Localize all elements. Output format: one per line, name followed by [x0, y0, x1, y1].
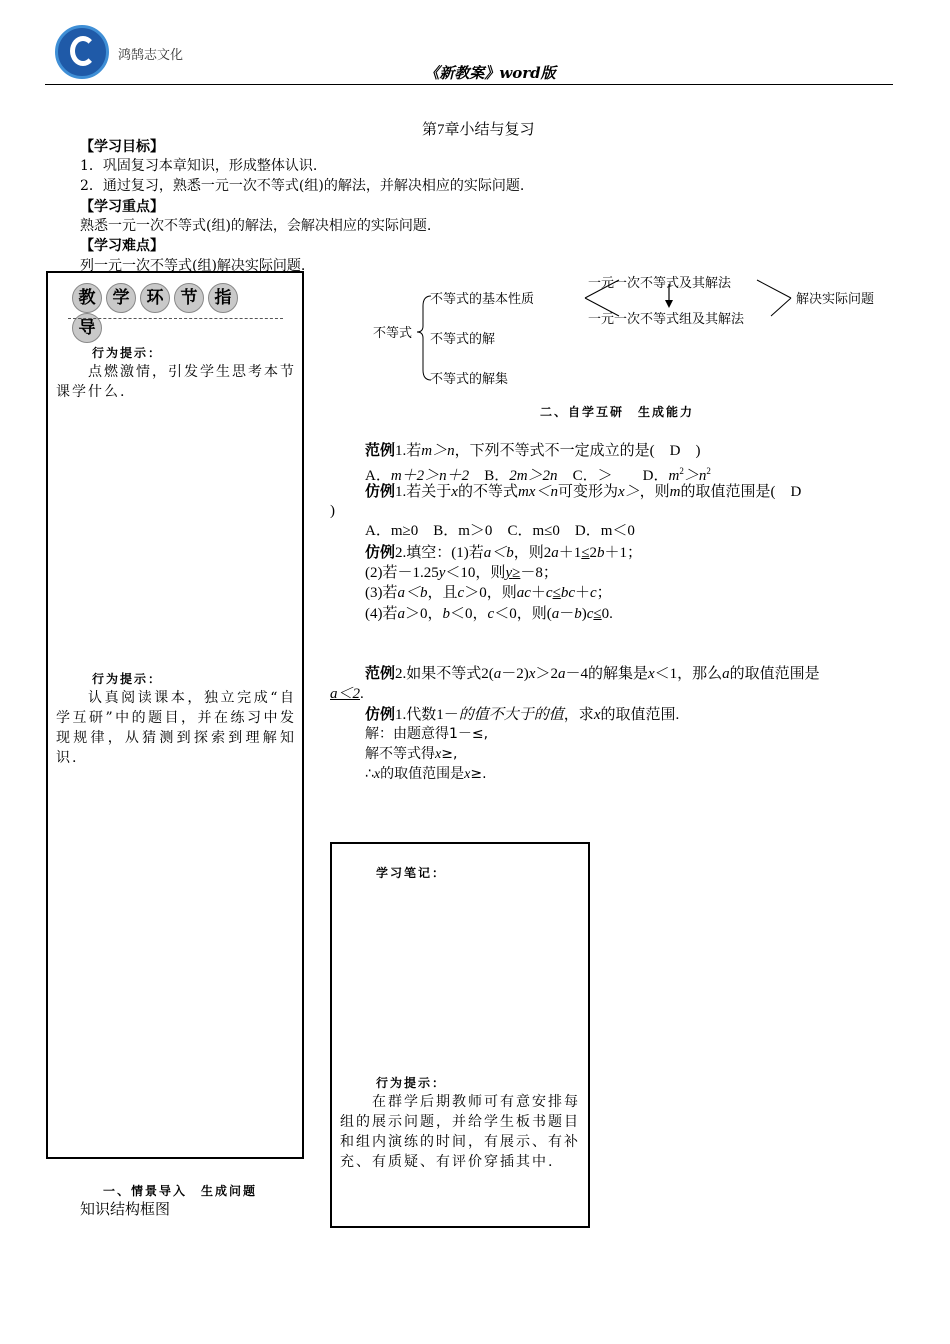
math: a — [551, 545, 559, 561]
math: x — [593, 707, 601, 723]
practice2-line-2 — [365, 564, 558, 583]
notes-hint-text: 在群学后期教师可有意安排每组的展示问题，并给学生板书题目和组内演练的时间，有展示、有补充、有质疑、有评价穿插其中. — [340, 1094, 580, 1170]
text: 解不等式得 — [365, 746, 435, 762]
hint2-label: 行为提示： — [92, 672, 163, 686]
math: c — [590, 585, 597, 601]
text: ＋1； — [604, 545, 643, 561]
option-d: ＞n — [683, 468, 707, 484]
math: a — [722, 666, 730, 682]
text: 的取值范围是 — [380, 766, 465, 782]
header-title: 《新教案》word版 — [424, 64, 556, 82]
text: (2)若－1.25 — [365, 565, 439, 581]
practice2-line-3 — [365, 584, 612, 603]
text: 的取值范围. — [600, 707, 680, 723]
superscript: 2 — [679, 466, 684, 476]
option-c: C．m≤0 — [507, 523, 560, 539]
option-label: C． — [572, 468, 598, 484]
text: 2.填空：(1)若 — [395, 545, 484, 561]
text: ＋1 — [558, 545, 582, 561]
text: 2 — [589, 545, 598, 561]
math: a＜b — [483, 545, 514, 561]
math: m＞n — [421, 443, 455, 459]
math: c — [457, 585, 465, 601]
result-connector — [757, 280, 791, 316]
math: x — [373, 767, 381, 782]
banner-char: 指 — [208, 283, 238, 313]
text: 0. — [601, 606, 613, 622]
diagram-result: 解决实际问题 — [796, 292, 875, 307]
text: 1.若 — [395, 443, 422, 459]
text: (4)若 — [365, 606, 398, 622]
practice2-line-4 — [365, 605, 613, 624]
practice3-solution-1: 解：由题意得1－≤, — [365, 726, 489, 742]
math: a — [397, 606, 405, 622]
option-c: ＞ — [597, 468, 613, 484]
text: ＜1，那么 — [654, 666, 723, 682]
math: b — [597, 545, 605, 561]
math: ac — [516, 585, 531, 601]
text: 1.代数1－ — [395, 707, 459, 723]
text: － — [559, 606, 575, 622]
math: a — [493, 666, 502, 682]
objectives-heading: 【学习目标】 — [80, 139, 164, 155]
answer: y — [505, 565, 513, 581]
option-label: D． — [642, 468, 669, 484]
practice3-solution-2 — [365, 745, 457, 764]
banner-char: 导 — [72, 313, 102, 343]
math: x — [647, 666, 655, 682]
text: 1.若关于 — [395, 484, 452, 500]
text: ＞0， — [405, 606, 443, 622]
option-label: B． — [484, 468, 510, 484]
section2-heading: 二、自学互研 生成能力 — [540, 405, 695, 419]
math: x — [435, 747, 442, 762]
text: ) — [581, 606, 587, 622]
text: －2) — [501, 666, 529, 682]
answer: ≤ — [552, 585, 561, 601]
notes-hint-label: 行为提示： — [376, 1076, 447, 1090]
math: x — [528, 666, 536, 682]
option-a: m＋2＞n＋2 — [390, 468, 470, 484]
text: ＜0， — [450, 606, 488, 622]
practice1-question — [365, 482, 801, 502]
text: ，则2 — [513, 545, 552, 561]
hint2-text: 认真阅读课本，独立完成“自学互研”中的题目，并在练习中发现规律，从猜测到探索到理解知识. — [56, 690, 296, 766]
chapter-title: 第7章小结与复习 — [422, 122, 535, 138]
example2-answer — [330, 685, 364, 704]
text: ＋ — [530, 585, 546, 601]
superscript: 2 — [706, 466, 711, 476]
text: －4的解集是 — [565, 666, 648, 682]
text: 2.如果不等式2( — [395, 666, 494, 682]
text: 的取值范围是( D — [680, 484, 802, 500]
text: . — [360, 686, 364, 702]
diagram-sub-1: 一元一次不等式及其解法 — [588, 276, 732, 291]
diagram-branch-3: 不等式的解集 — [430, 372, 509, 387]
banner-char: 教 — [72, 283, 102, 313]
section1-heading: 一、情景导入 生成问题 — [103, 1184, 258, 1198]
key-points-text: 熟悉一元一次不等式(组)的解法，会解决相应的实际问题. — [80, 218, 432, 234]
example1-question — [365, 441, 700, 461]
diagram-sub-2: 一元一次不等式组及其解法 — [588, 312, 745, 327]
example-label: 范例 — [365, 441, 396, 459]
math: 的值不大于的值 — [458, 707, 564, 723]
option-a: A．m≥0 — [365, 523, 419, 539]
text: ，且 — [427, 585, 458, 601]
text: ，求 — [563, 707, 594, 723]
math: y — [438, 565, 446, 581]
math: c — [586, 606, 594, 622]
math: x＞ — [617, 484, 640, 500]
header-rule — [45, 84, 893, 85]
option-b: 2m＞2n — [509, 468, 558, 484]
root-brace — [417, 296, 431, 380]
option-d: D．m＜0 — [574, 523, 635, 539]
math: c — [545, 585, 553, 601]
math: m — [669, 484, 681, 500]
logo-text: 鸿鹄志文化 — [118, 48, 184, 63]
banner-divider — [68, 318, 283, 319]
text: ≥. — [470, 766, 487, 782]
key-points-heading: 【学习重点】 — [80, 199, 164, 215]
practice1-options — [365, 522, 635, 541]
math: bc — [560, 585, 575, 601]
math: b — [574, 606, 582, 622]
text: 的不等式 — [457, 484, 518, 500]
objective-item-1: 1．巩固复习本章知识，形成整体认识. — [80, 158, 318, 174]
text: ≥, — [441, 746, 458, 762]
banner-char: 节 — [174, 283, 204, 313]
teaching-guide-banner — [72, 283, 268, 338]
math: a — [551, 606, 560, 622]
text: ； — [596, 585, 612, 601]
practice1-close: ) — [330, 503, 335, 519]
hint1-text: 点燃激情，引发学生思考本节课学什么. — [56, 364, 296, 400]
text: ＞2 — [535, 666, 558, 682]
example2-question — [365, 664, 820, 684]
text: ∴ — [365, 766, 374, 782]
option-d: m — [668, 468, 680, 484]
math: mx＜n — [517, 484, 558, 500]
difficulties-text: 列一元一次不等式(组)解决实际问题. — [80, 258, 306, 274]
practice-label: 仿例 — [365, 543, 396, 561]
difficulties-heading: 【学习难点】 — [80, 238, 164, 254]
text: 的取值范围是 — [729, 666, 820, 682]
text: ，则 — [639, 484, 670, 500]
math: c — [487, 606, 495, 622]
objective-item-2: 2．通过复习，熟悉一元一次不等式(组)的解法，并解决相应的实际问题. — [80, 178, 525, 194]
diagram-branch-1: 不等式的基本性质 — [430, 292, 535, 307]
answer: ≥ — [512, 565, 521, 581]
math: x — [464, 767, 471, 782]
practice3-solution-3 — [365, 765, 487, 784]
practice-label: 仿例 — [365, 705, 396, 723]
practice-label: 仿例 — [365, 482, 396, 500]
section1-subheading: 知识结构框图 — [80, 1200, 171, 1218]
option-b: B．m＞0 — [433, 523, 493, 539]
down-arrow-icon — [665, 300, 673, 308]
text: 可变形为 — [557, 484, 618, 500]
answer: a＜2 — [330, 686, 361, 702]
example-label: 范例 — [365, 664, 396, 682]
text: ，下列不等式不一定成立的是( D ) — [454, 443, 701, 459]
option-label: A． — [365, 468, 391, 484]
notes-label: 学习笔记： — [376, 866, 447, 880]
diagram-root: 不等式 — [373, 326, 413, 341]
math: a＜b — [397, 585, 428, 601]
diagram-branch-2: 不等式的解 — [430, 332, 496, 347]
text: ＞0，则 — [464, 585, 517, 601]
banner-char: 学 — [106, 283, 136, 313]
practice2-line-1 — [365, 543, 642, 563]
math: b — [442, 606, 451, 622]
math: x — [451, 484, 458, 500]
text: ＜10，则 — [445, 565, 506, 581]
hint1-label: 行为提示： — [92, 346, 163, 360]
text: －8； — [520, 565, 558, 581]
answer: ≤ — [581, 545, 590, 561]
text: ＋ — [574, 585, 590, 601]
answer: ≤ — [593, 606, 602, 622]
text: ＜0，则( — [494, 606, 552, 622]
practice3-question — [365, 705, 679, 725]
math: a — [557, 666, 566, 682]
text: (3)若 — [365, 585, 398, 601]
banner-char: 环 — [140, 283, 170, 313]
